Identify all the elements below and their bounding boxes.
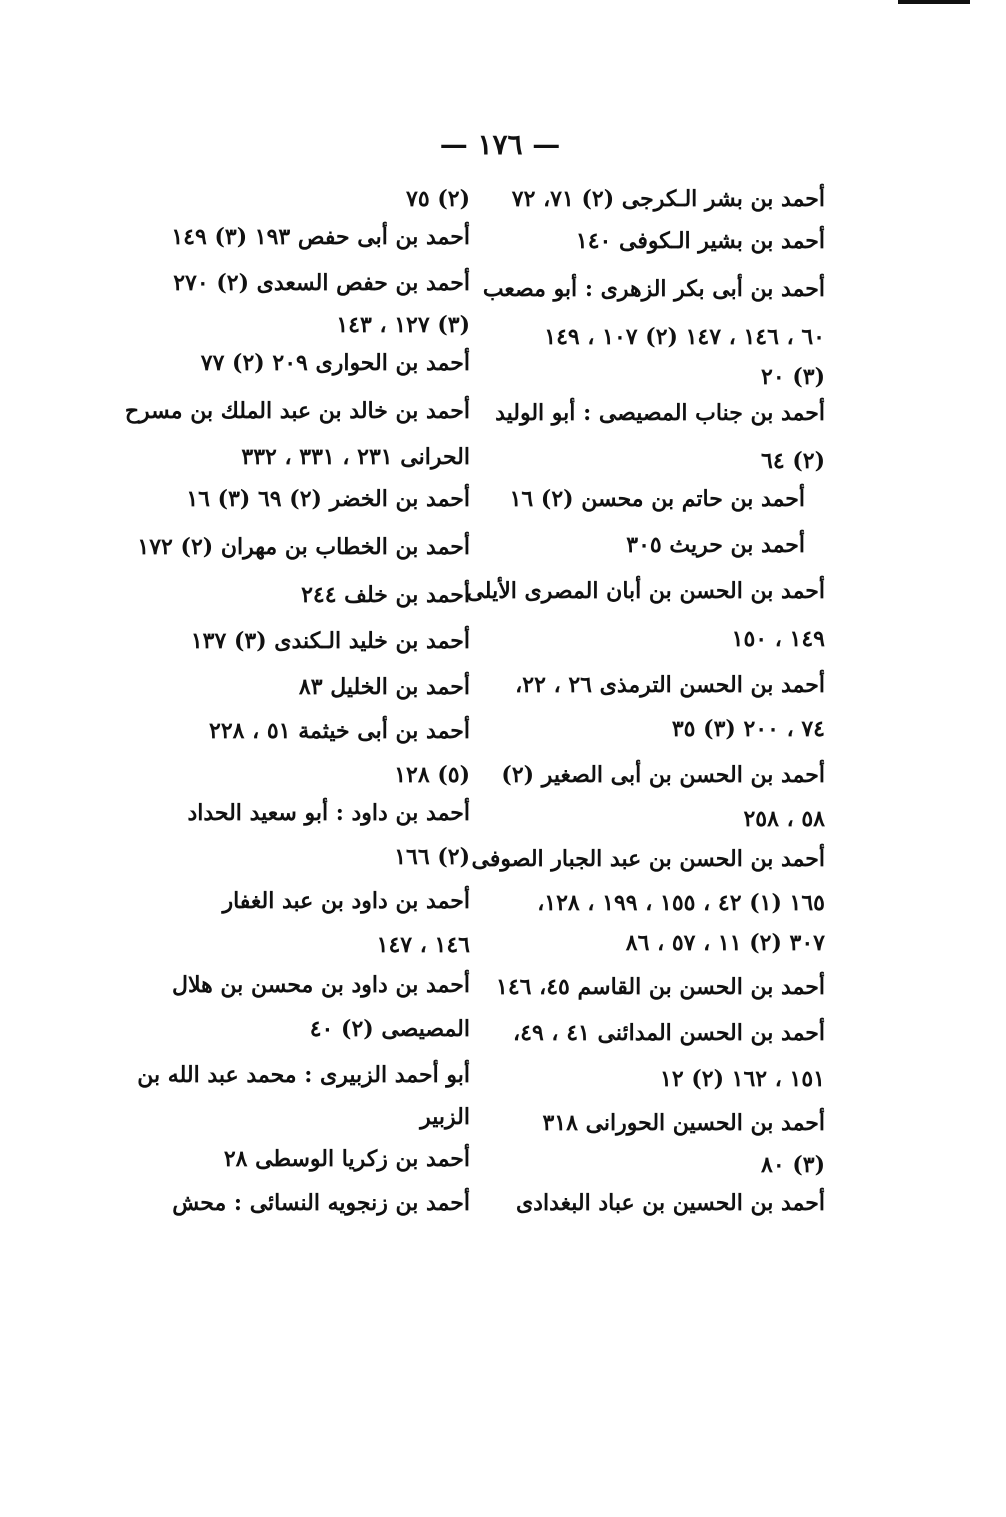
index-entry: ١٥١ ، ١٦٢ (٢) ١٢ [660,1066,825,1092]
index-entry: أحمد بن الحسين بن عباد البغدادى [515,1190,825,1216]
index-entry: (٣) ٢٠ [761,364,825,390]
index-entry: أحمد بن بشير الـكوفى ١٤٠ [575,228,825,254]
index-entry: ٦٠ ، ١٤٦ ، ١٤٧ (٢) ١٠٧ ، ١٤٩ [544,324,825,350]
index-entry: أحمد بن أبى حفص ١٩٣ (٣) ١٤٩ [171,224,470,250]
index-entry: ١٤٦ ، ١٤٧ [376,932,470,958]
index-entry: أحمد بن خليد الـكندى (٣) ١٣٧ [190,628,470,654]
index-entry: أحمد بن الحسن بن أبان المصرى الأيلى [466,578,825,604]
index-entry: أحمد بن بشر الـكرجى (٢) ٧١، ٧٢ [511,186,825,212]
index-entry: أحمد بن زكريا الوسطى ٢٨ [223,1146,470,1172]
index-entry: أبو أحمد الزبيرى : محمد عبد الله بن [137,1062,470,1088]
index-entry: ٣٠٧ (٢) ١١ ، ٥٧ ، ٨٦ [625,930,825,956]
corner-scan-mark [898,0,970,4]
index-entry: أحمد بن حاتم بن محسن (٢) ١٦ [509,486,805,512]
index-entry: ٧٤ ، ٢٠٠ (٣) ٣٥ [671,716,825,742]
index-entry: أحمد بن داود بن عبد الغفار [222,888,470,914]
index-entry: (٢) ١٦٦ [394,844,470,870]
index-entry: (٣) ٨٠ [761,1152,825,1178]
index-entry: أحمد بن زنجويه النسائى : محش [172,1190,470,1216]
index-entry: أحمد بن الحوارى ٢٠٩ (٢) ٧٧ [200,350,470,376]
index-entry: أحمد بن الحسن بن أبى الصغير (٢) [501,762,825,788]
index-entry: أحمد بن حريث ٣٠٥ [626,532,805,558]
index-entry: أحمد بن خالد بن عبد الملك بن مسرح [124,398,470,424]
index-entry: أحمد بن داود : أبو سعيد الحداد [187,800,470,826]
index-entry: (٥) ١٢٨ [394,762,470,788]
index-entry: أحمد بن داود بن محسن بن هلال [172,972,470,998]
index-entry: أحمد بن الحسن المدائنى ٤١ ، ٤٩، [513,1020,825,1046]
index-entry: أحمد بن الحسن الترمذى ٢٦ ، ٢٢، [515,672,825,698]
index-entry: ١٤٩ ، ١٥٠ [731,626,825,652]
index-entry: أحمد بن الحسن بن القاسم ٤٥، ١٤٦ [496,974,825,1000]
index-entry: أحمد بن الخضر (٢) ٦٩ (٣) ١٦ [186,486,470,512]
index-entry: أحمد بن الخطاب بن مهران (٢) ١٧٢ [137,534,470,560]
index-entry: أحمد بن الخليل ٨٣ [298,674,470,700]
index-entry: المصيصى (٢) ٤٠ [309,1016,470,1042]
index-entry: أحمد بن الحسين الحورانى ٣١٨ [542,1110,825,1136]
index-entry: ٥٨ ، ٢٥٨ [743,806,825,832]
index-entry: الزبير [420,1104,470,1130]
index-entry: (٢) ٧٥ [406,186,470,212]
index-entry: أحمد بن حفص السعدى (٢) ٢٧٠ [173,270,470,296]
index-entry: أحمد بن أبى خيثمة ٥١ ، ٢٢٨ [209,718,470,744]
page-number: — ١٧٦ — [439,128,561,161]
index-entry: أحمد بن أبى بكر الزهرى : أبو مصعب [482,276,825,302]
index-entry: أحمد بن خلف ٢٤٤ [301,582,470,608]
index-entry: أحمد بن جناب المصيصى : أبو الوليد [495,400,825,426]
index-entry: الحرانى ٢٣١ ، ٣٣١ ، ٣٣٢ [241,444,470,470]
index-entry: أحمد بن الحسن بن عبد الجبار الصوفى [471,846,825,872]
index-entry: (٢) ٦٤ [761,448,825,474]
index-entry: ١٦٥ (١) ٤٢ ، ١٥٥ ، ١٩٩ ، ١٢٨، [537,890,825,916]
index-entry: (٣) ١٢٧ ، ١٤٣ [336,312,470,338]
